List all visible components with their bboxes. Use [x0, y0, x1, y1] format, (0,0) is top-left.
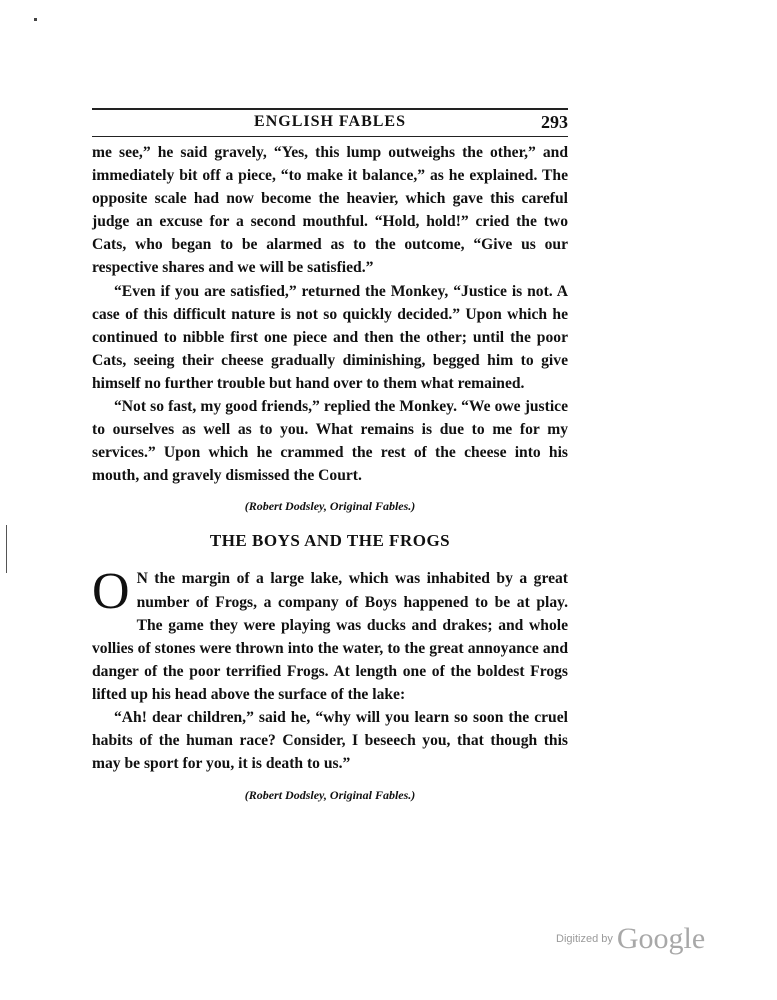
source-citation-2: (Robert Dodsley, Original Fables.) [244, 788, 416, 803]
paragraph-monkey-justice: “Even if you are satisfied,” returned the Monkey, “Justice is not. A case of this difficult nature is not so quickly decided.” Upon which he continued to nibble first one piece and then the other; until the poor Cats, seeing their cheese gradually diminishing, begged him to give himself no further trouble but hand over to them what remained. [92, 282, 568, 392]
paragraph-frog-speech: “Ah! dear children,” said he, “why will you learn so soon the cruel habits of the human race? Consider, I beseech you, that though this may be sport for you, it is death to us.” [92, 708, 568, 773]
running-title: ENGLISH FABLES [254, 113, 406, 130]
corner-speck [34, 18, 37, 21]
story-title: THE BOYS AND THE FROGS [209, 531, 451, 551]
paragraph-monkey-services: “Not so fast, my good friends,” replied the Monkey. “We owe justice to ourselves as well as to you. What remains is due to me for my services.” Upon which he crammed the rest of the cheese into his mouth, and gravely dismissed the Court. [92, 398, 568, 485]
drop-cap: O [92, 563, 130, 621]
google-watermark [556, 922, 716, 962]
book-page [92, 108, 568, 803]
opening-text: N the margin of a large lake, which was inhabited by a great number of Frogs, a company of Boys happened to be at play. The game they were playing was ducks and drakes; and whole vollies of stones were thrown into the water, to the great annoyance and danger of the poor terrified Frogs. At length one of the boldest Frogs lifted up his head above the surface of the lake: [92, 570, 568, 703]
paragraph-opening [92, 563, 568, 706]
source-citation: (Robert Dodsley, Original Fables.) [244, 499, 416, 514]
page-number: 293 [541, 112, 568, 132]
margin-mark [6, 525, 7, 573]
google-logo: Google [616, 922, 706, 955]
running-head [92, 108, 568, 137]
paragraph-continued: me see,” he said gravely, “Yes, this lump outweighs the other,” and immediately bit off a piece, “to make it balance,” as he explained. The opposite scale had now become the heavier, which gave this careful judge an excuse for a second mouthful. “Hold, hold!” cried the two Cats, who began to be alarmed as to the outcome, “Give us our respective shares and we will be satisfied.” [92, 144, 568, 277]
watermark-prefix: Digitized by [556, 933, 613, 945]
